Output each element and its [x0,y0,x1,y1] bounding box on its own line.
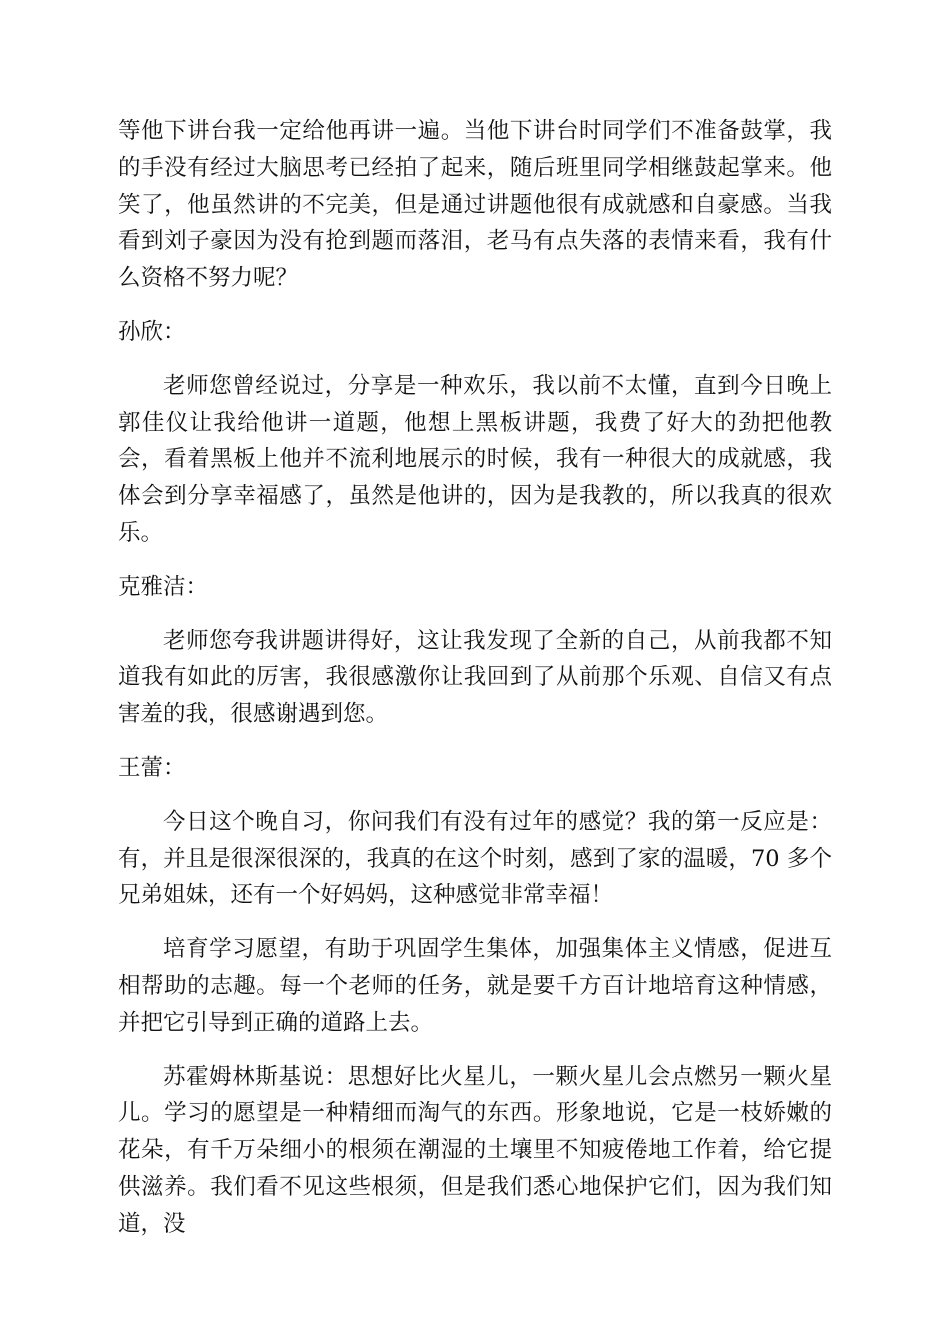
cultivate-paragraph: 培育学习愿望，有助于巩固学生集体，加强集体主义情感，促进互相帮助的志趣。每一个老师的任务，就是要千方百计地培育这种情感，并把它引导到正确的道路上去。 [118,936,832,1036]
document-body [118,113,832,1243]
speaker-label-wanglei: 王蕾： [118,754,186,781]
speaker-label-sunxin: 孙欣： [118,318,186,345]
wanglei-paragraph: 今日这个晚自习，你问我们有没有过年的感觉？我的第一反应是：有，并且是很深很深的，我真的在这个时刻，感到了家的温暖，70 多个兄弟姐妹，还有一个好妈妈，这种感觉非常幸福！ [118,808,832,909]
speaker-label-keyajie: 克雅洁： [118,573,209,600]
keyajie-paragraph: 老师您夸我讲题讲得好，这让我发现了全新的自己，从前我都不知道我有如此的厉害，我很感激你让我回到了从前那个乐观、自信又有点害羞的我，很感谢遇到您。 [118,627,832,728]
continuation-paragraph: 等他下讲台我一定给他再讲一遍。当他下讲台时同学们不准备鼓掌，我的手没有经过大脑思考已经拍了起来，随后班里同学相继鼓起掌来。他笑了，他虽然讲的不完美，但是通过讲题他很有成就感和自豪感。当我看到刘子豪因为没有抢到题而落泪，老马有点失落的表情来看，我有什么资格不努力呢？ [118,118,832,292]
quote-paragraph: 苏霍姆林斯基说：思想好比火星儿，一颗火星儿会点燃另一颗火星儿。学习的愿望是一种精细而淘气的东西。形象地说，它是一枝娇嫩的花朵，有千万朵细小的根须在潮湿的土壤里不知疲倦地工作着，给它提供滋养。我们看不见这些根须，但是我们悉心地保护它们，因为我们知道，没 [118,1063,832,1237]
sunxin-paragraph: 老师您曾经说过，分享是一种欢乐，我以前不太懂，直到今日晚上郭佳仪让我给他讲一道题，他想上黑板讲题，我费了好大的劲把他教会，看着黑板上他并不流利地展示的时候，我有一种很大的成就感，我体会到分享幸福感了，虽然是他讲的，因为是我教的，所以我真的很欢乐。 [118,372,832,546]
